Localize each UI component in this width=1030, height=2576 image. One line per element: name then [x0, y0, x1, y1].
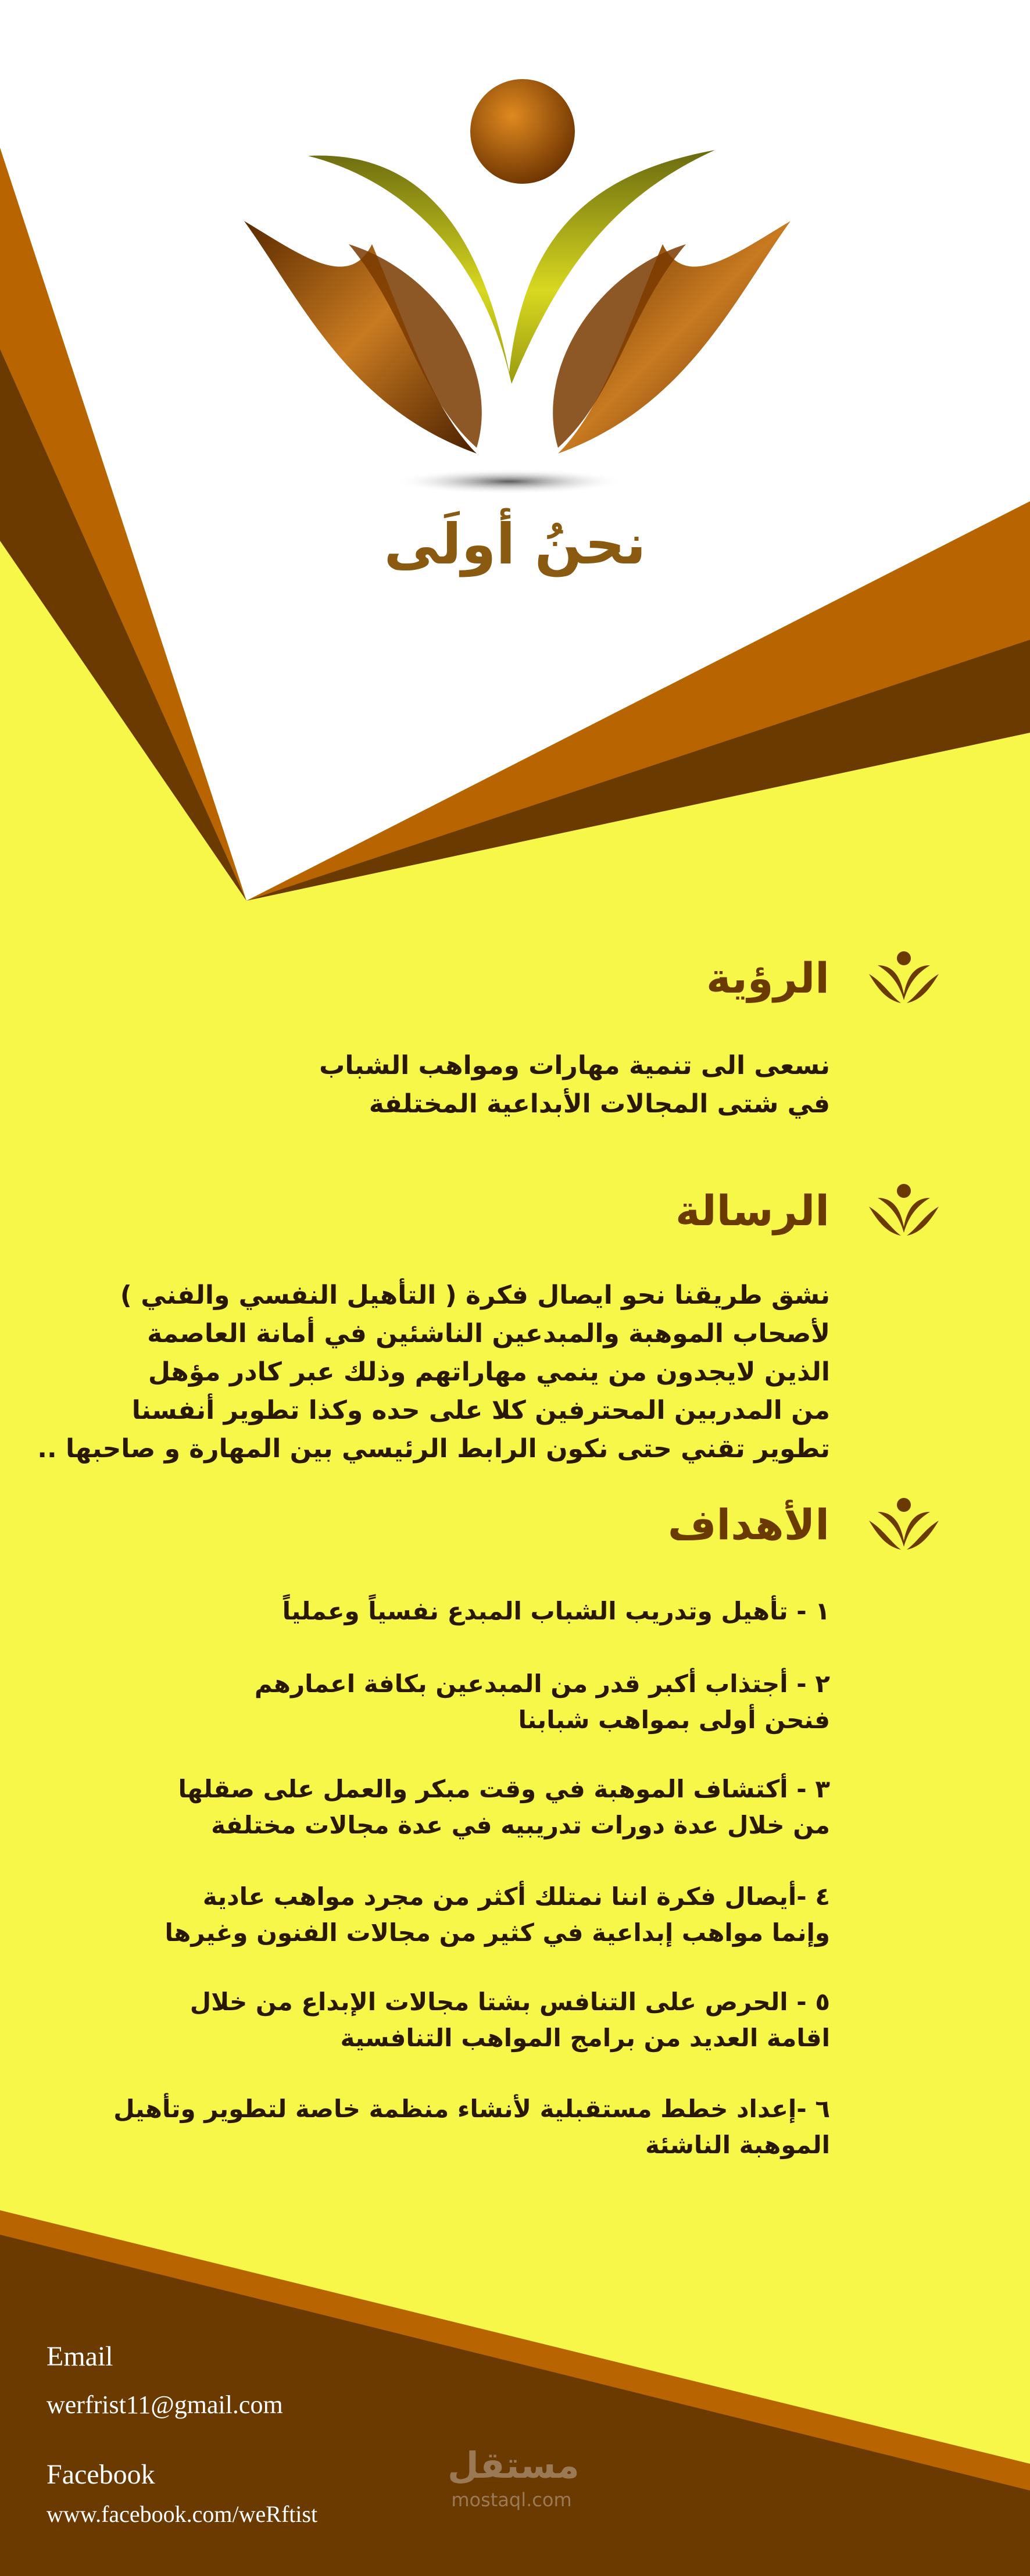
goal-line: ٦ -إعداد خطط مستقبلية لأنشاء منظمة خاصة لتطوير وتأهيل — [113, 2095, 830, 2123]
goals-heading: الأهداف — [667, 1500, 829, 1549]
goal-line: ٥ - الحرص على التنافس بشتا مجالات الإبداع من خلال — [189, 1988, 830, 2016]
mission-heading: الرسالة — [675, 1186, 829, 1235]
goal-line: فنحن أولى بمواهب شبابنا — [518, 1706, 830, 1734]
goal-item — [113, 2091, 830, 2163]
watermark-arabic: مستقل — [448, 2444, 580, 2486]
goal-line: ٢ - أجتذاب أكبر قدر من المبدعين بكافة اعمارهم — [254, 1669, 830, 1698]
goal-item — [178, 1771, 831, 1843]
vision-line: نسعى الى تنمية مهارات ومواهب الشباب — [319, 1051, 830, 1080]
goal-line: ١ - تأهيل وتدريب الشباب المبدع نفسياً وعملياً — [282, 1597, 830, 1625]
email-label: Email — [47, 2341, 113, 2372]
email-address[interactable]: werfrist11@gmail.com — [47, 2391, 283, 2419]
mission-text — [37, 1276, 830, 1468]
goal-item — [190, 1984, 830, 2056]
vision-line: في شتى المجالات الأبداعية المختلفة — [369, 1089, 830, 1119]
mission-line: نشق طريقنا نحو ايصال فكرة ( التأهيل النفسي والفني ) — [120, 1280, 830, 1310]
goal-item — [165, 1879, 830, 1951]
mission-line: لأصحاب الموهبة والمبدعين الناشئين في أمانة العاصمة — [147, 1319, 830, 1348]
goal-line: ٤ -أيصال فكرة اننا نمتلك أكثر من مجرد مواهب عادية — [202, 1882, 830, 1911]
logo-title: نحنُ أولَى — [384, 512, 646, 577]
goal-line: ٣ - أكتشاف الموهبة في وقت مبكر والعمل على صقلها — [178, 1775, 830, 1803]
goal-line: اقامة العديد من برامج المواهب التنافسية — [340, 2024, 830, 2052]
goal-item — [255, 1666, 830, 1738]
goal-line: الموهبة الناشئة — [645, 2131, 830, 2159]
facebook-label: Facebook — [47, 2459, 155, 2490]
leaf-hands-icon — [866, 948, 942, 1006]
leaf-hands-icon — [866, 1180, 942, 1239]
mostaql-watermark — [448, 2442, 580, 2511]
mission-line: الذين لايجدون من ينمي مهاراتهم وذلك عبر كادر مؤهل — [148, 1357, 830, 1387]
vision-text — [319, 1047, 830, 1123]
leaf-hands-icon — [866, 1494, 942, 1553]
watermark-latin: mostaql.com — [451, 2489, 572, 2511]
goal-item — [282, 1593, 830, 1629]
vision-heading: الرؤية — [706, 954, 829, 1002]
goal-line: وإنما مواهب إبداعية في كثير من مجالات الفنون وغيرها — [164, 1918, 830, 1947]
goal-line: من خلال عدة دورات تدريبيه في عدة مجالات مختلفة — [211, 1811, 830, 1839]
facebook-url[interactable]: www.facebook.com/weRftist — [47, 2501, 318, 2527]
mission-line: تطوير تقني حتى نكون الرابط الرئيسي بين المهارة و صاحبها .. — [37, 1434, 830, 1464]
mission-line: من المدربين المحترفين كلا على حده وكذا تطوير أنفسنا — [131, 1396, 830, 1425]
